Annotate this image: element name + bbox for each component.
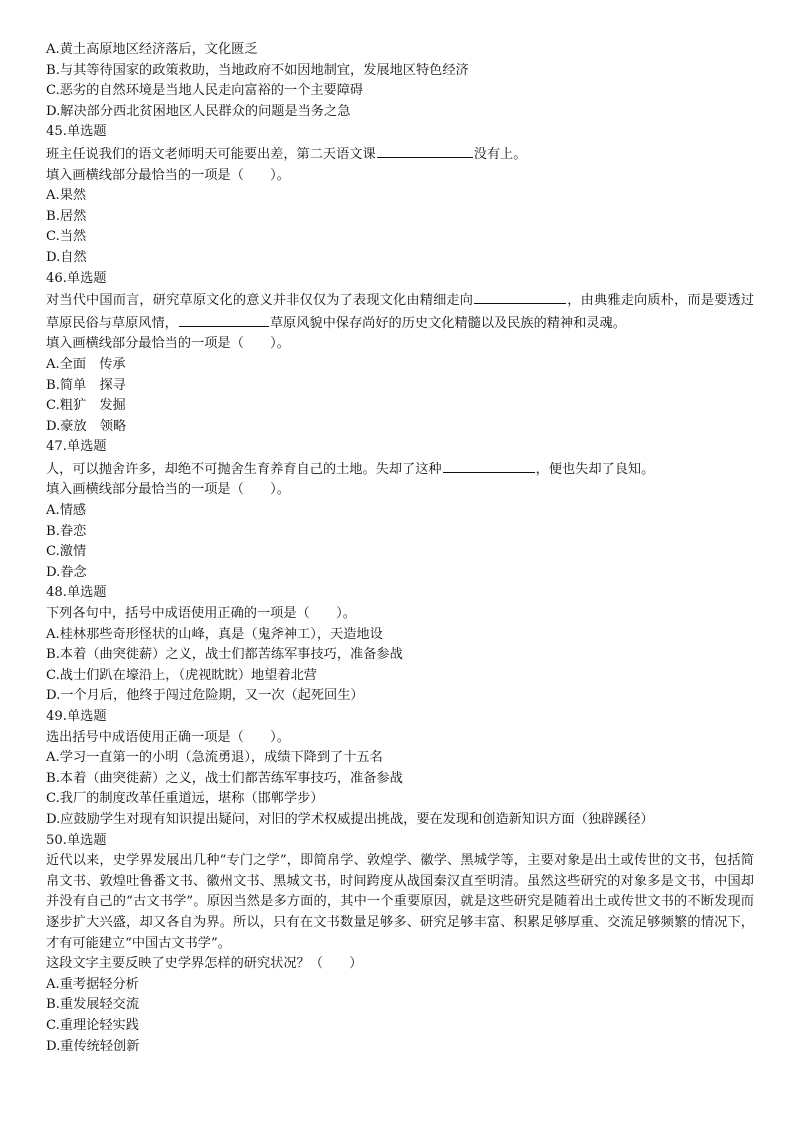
q48-option-a[interactable]: A.桂林那些奇形怪状的山峰，真是（鬼斧神工），天造地设 (46, 626, 383, 642)
q48-option-c[interactable]: C.战士们趴在壕沿上，（虎视眈眈）地望着北营 (46, 667, 317, 683)
question-prompt: 填入画横线部分最恰当的一项是（ ）。 (46, 167, 290, 183)
q45-option-b[interactable]: B.居然 (46, 208, 87, 224)
q45-option-a[interactable]: A.果然 (46, 188, 87, 204)
q48-option-d[interactable]: D.一个月后，他终于闯过危险期，又一次（起死回生） (46, 688, 364, 704)
q50-option-d[interactable]: D.重传统轻创新 (46, 1038, 140, 1054)
stem-text: 班主任说我们的语文老师明天可能要出差，第二天语文课 (46, 146, 376, 162)
q50-option-a[interactable]: A.重考据轻分析 (46, 976, 139, 992)
q50-option-b[interactable]: B.重发展轻交流 (46, 997, 140, 1013)
q46-option-b[interactable]: B.简单 探寻 (46, 377, 126, 393)
question-stem (46, 289, 754, 334)
q47-option-c[interactable]: C.激情 (46, 544, 87, 560)
q46-option-a[interactable]: A.全面 传承 (46, 356, 126, 372)
question-48 (46, 583, 754, 707)
q49-option-c[interactable]: C.我厂的制度改革任重道远，堪称（邯郸学步） (46, 791, 324, 807)
fill-blank (179, 312, 269, 327)
stem-text: 对当代中国而言，研究草原文化的意义并非仅仅为了表现文化由精细走向 (46, 293, 474, 309)
question-passage: 近代以来，史学界发展出几种“专门之学”，即简帛学、敦煌学、徽学、黑城学等，主要对象是出土或传世的文书，包括简帛文书、敦煌吐鲁番文书、徽州文书、黑城文书，时间跨度从战国秦汉直至明清。虽然这些研究的对象多是文书，中国却并没有自己的“古文书学”。原因当然是多方面的，其中一个重要原因，就是这些研究是随着出土或传世文书的不断发现而逐步扩大兴盛，却又各自为界。所以，只有在文书数量足够多、研究足够丰富、积累足够厚重、交流足够频繁的情况下，才有可能建立“中国古文书学”。 (46, 853, 754, 951)
question-header: 45.单选题 (46, 124, 107, 140)
fill-blank (474, 289, 566, 304)
stem-text: 草原风貌中保存尚好的历史文化精髓以及民族的精神和灵魂。 (269, 315, 626, 331)
q44-option-c[interactable]: C.恶劣的自然环境是当地人民走向富裕的一个主要障碍 (46, 83, 364, 99)
question-46 (46, 269, 754, 438)
q44-option-d[interactable]: D.解决部分西北贫困地区人民群众的问题是当务之急 (46, 103, 351, 119)
q47-option-d[interactable]: D.眷念 (46, 564, 87, 580)
q47-option-a[interactable]: A.情感 (46, 503, 87, 519)
question-stem (46, 458, 754, 481)
q46-option-c[interactable]: C.粗犷 发掘 (46, 398, 126, 414)
q50-option-c[interactable]: C.重理论轻实践 (46, 1017, 139, 1033)
stem-text: ，便也失却了良知。 (535, 461, 655, 477)
q49-option-b[interactable]: B.本着（曲突徙薪）之义，战士们都苦练军事技巧，准备参战 (46, 770, 403, 786)
q47-option-b[interactable]: B.眷恋 (46, 523, 87, 539)
q45-option-d[interactable]: D.自然 (46, 249, 87, 265)
question-50 (46, 831, 754, 1058)
exam-page (46, 40, 754, 1057)
question-header: 49.单选题 (46, 709, 107, 724)
question-prompt: 填入画横线部分最恰当的一项是（ ）。 (46, 482, 290, 498)
stem-text: ，由典雅走向质朴，而是要透过草原民俗与草原风情， (46, 293, 755, 331)
question-prompt: 这段文字主要反映了史学界怎样的研究状况？（ ） (46, 956, 363, 972)
question-stem (46, 143, 754, 166)
question-47 (46, 437, 754, 583)
question-prompt: 填入画横线部分最恰当的一项是（ ）。 (46, 336, 290, 352)
question-45 (46, 122, 754, 268)
q44-options (46, 40, 754, 122)
question-header: 48.单选题 (46, 585, 107, 601)
q49-option-a[interactable]: A.学习一直第一的小明（急流勇退），成绩下降到了十五名 (46, 750, 383, 766)
question-header: 50.单选题 (46, 832, 107, 848)
fill-blank (377, 143, 473, 158)
q44-option-a[interactable]: A.黄土高原地区经济落后，文化匮乏 (46, 42, 258, 57)
q44-option-b[interactable]: B.与其等待国家的政策救助，当地政府不如因地制宜，发展地区特色经济 (46, 62, 469, 78)
stem-text: 没有上。 (473, 146, 527, 162)
question-49 (46, 707, 754, 831)
question-header: 46.单选题 (46, 270, 107, 286)
fill-blank (443, 458, 535, 473)
stem-text: 人，可以抛舍许多，却绝不可抛舍生育养育自己的土地。失却了这种 (46, 461, 442, 477)
question-stem: 下列各句中，括号中成语使用正确的一项是（ ）。 (46, 606, 356, 622)
q48-option-b[interactable]: B.本着（曲突徙薪）之义，战士们都苦练军事技巧，准备参战 (46, 647, 403, 663)
q49-option-d[interactable]: D.应鼓励学生对现有知识提出疑问，对旧的学术权威提出挑战，要在发现和创造新知识方面（独辟蹊径） (46, 811, 654, 827)
question-header: 47.单选题 (46, 439, 107, 455)
q45-option-c[interactable]: C.当然 (46, 229, 87, 245)
q46-option-d[interactable]: D.豪放 领略 (46, 418, 127, 434)
question-stem: 选出括号中成语使用正确一项是（ ）。 (46, 729, 290, 745)
